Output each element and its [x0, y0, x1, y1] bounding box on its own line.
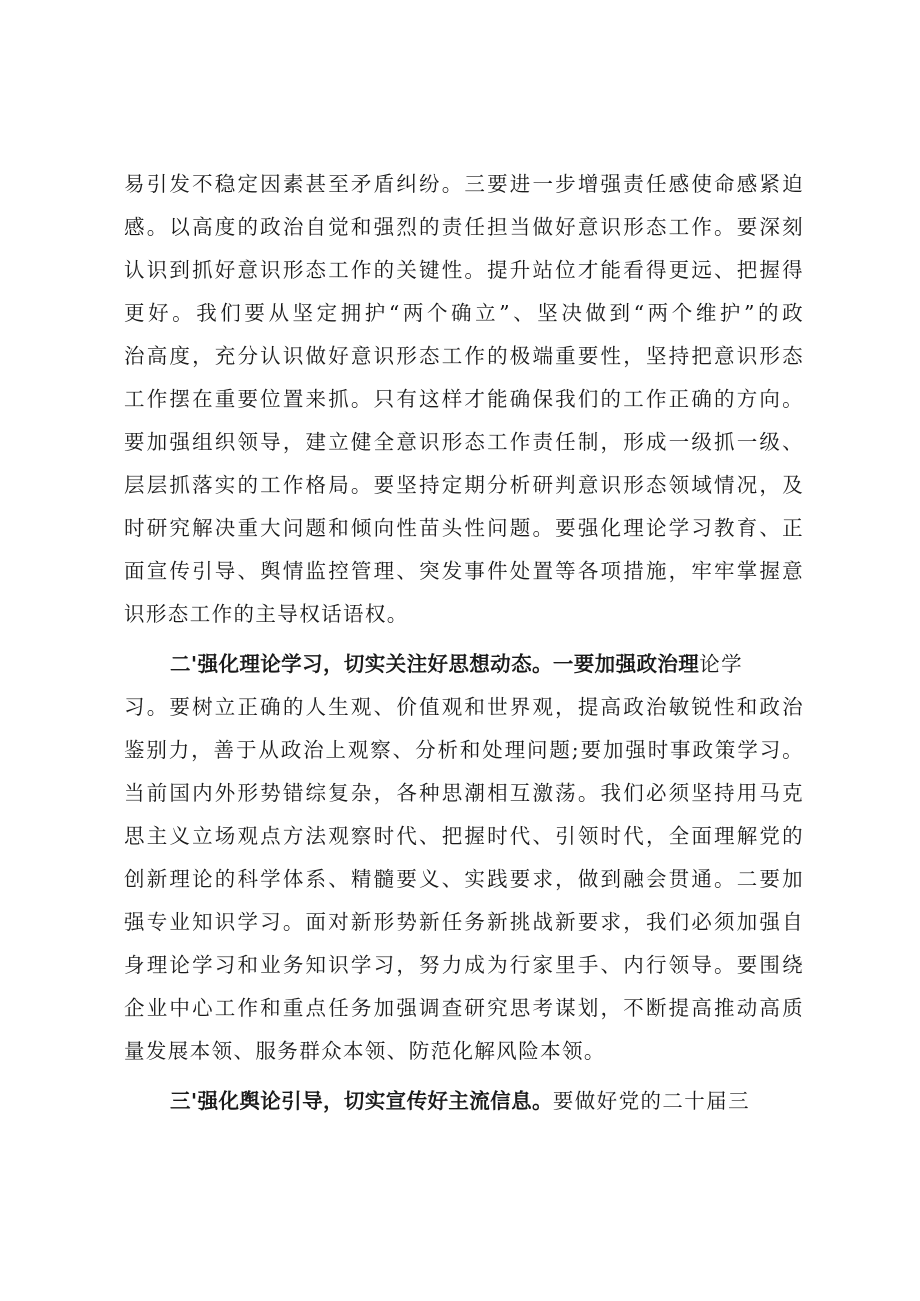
body-line: 层层抓落实的工作格局。要坚持定期分析研判意识形态领域情况，及	[124, 473, 804, 497]
section-heading-line	[170, 1088, 804, 1114]
body-line: 感。以高度的政治自觉和强烈的责任担当做好意识形态工作。要深刻	[124, 215, 804, 239]
section-heading: 二'强化理论学习，切实关注好思想动态。	[170, 652, 553, 676]
body-line: 治高度，充分认识做好意识形态工作的极端重要性，坚持把意识形态	[124, 344, 804, 368]
body-line: 要加强组织领导，建立健全意识形态工作责任制，形成一级抓一级、	[124, 430, 804, 454]
body-line: 时研究解决重大问题和倾向性苗头性问题。要强化理论学习教育、正	[124, 516, 804, 540]
body-line: 易引发不稳定因素甚至矛盾纠纷。三要进一步增强责任感使命感紧迫	[124, 172, 804, 196]
body-line: 强专业知识学习。面对新形势新任务新挑战新要求，我们必须加强自	[124, 910, 804, 934]
body-line: 习。要树立正确的人生观、价值观和世界观，提高政治敏锐性和政治	[124, 695, 804, 719]
body-line: 思主义立场观点方法观察时代、把握时代、引领时代，全面理解党的	[124, 824, 804, 848]
body-text: 论学	[699, 652, 743, 676]
body-line: 量发展本领、服务群众本领、防范化解风险本领。	[124, 1039, 606, 1063]
section-heading: 三'强化舆论引导，切实宣传好主流信息。	[170, 1089, 553, 1113]
body-line: 认识到抓好意识形态工作的关键性。提升站位才能看得更远、把握得	[124, 258, 804, 282]
body-line: 企业中心工作和重点任务加强调查研究思考谋划，不断提高推动高质	[124, 996, 804, 1020]
body-line: 当前国内外形势错综复杂，各种思潮相互激荡。我们必须坚持用马克	[124, 781, 804, 805]
body-text: 要做好党的二十届三	[552, 1089, 750, 1113]
section-heading-line	[170, 651, 804, 677]
subheading-lead: 一要加强政治理	[552, 652, 700, 676]
body-line: 更好。我们要从坚定拥护“两个确立”、坚决做到“两个维护”的政	[124, 301, 804, 325]
body-line: 身理论学习和业务知识学习，努力成为行家里手、内行领导。要围绕	[124, 953, 804, 977]
body-line: 工作摆在重要位置来抓。只有这样才能确保我们的工作正确的方向。	[124, 387, 804, 411]
body-line: 面宣传引导、舆情监控管理、突发事件处置等各项措施，牢牢掌握意	[124, 559, 804, 583]
body-line: 鉴别力，善于从政治上观察、分析和处理问题;要加强时事政策学习。	[124, 738, 804, 762]
body-line: 识形态工作的主导权话语权。	[124, 602, 409, 626]
body-line: 创新理论的科学体系、精髓要义、实践要求，做到融会贯通。二要加	[124, 867, 804, 891]
